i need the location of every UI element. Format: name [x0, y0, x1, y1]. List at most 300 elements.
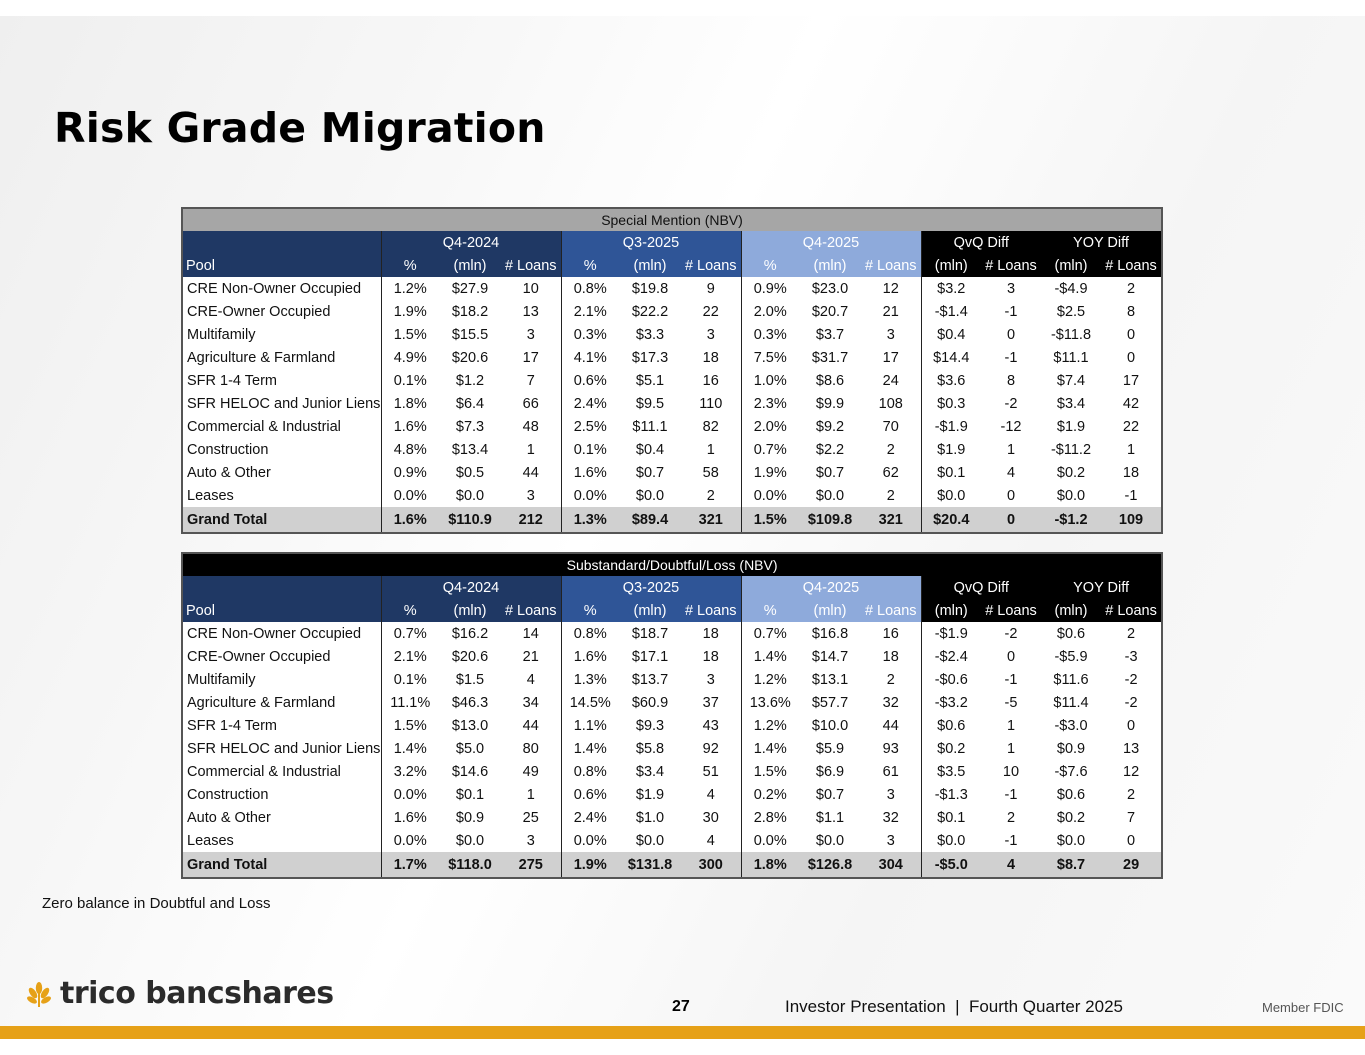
table-body	[182, 277, 1162, 507]
section-title: Special Mention (NBV)	[182, 208, 1162, 231]
value-cell: 4.8%	[381, 438, 439, 461]
group-header-q4-2024: Q4-2024	[381, 231, 561, 254]
value-cell: -1	[981, 346, 1041, 369]
table-row	[182, 737, 1162, 760]
column-header: # Loans	[981, 599, 1041, 622]
table-row	[182, 806, 1162, 829]
value-cell: 58	[681, 461, 741, 484]
pool-name-cell: Construction	[182, 438, 381, 461]
column-header: # Loans	[981, 254, 1041, 277]
value-cell: -$11.2	[1041, 438, 1101, 461]
value-cell: $14.4	[921, 346, 981, 369]
value-cell: 1.2%	[381, 277, 439, 300]
pool-name-cell: SFR HELOC and Junior Liens	[182, 737, 381, 760]
value-cell: $0.6	[1041, 783, 1101, 806]
value-cell: 275	[501, 852, 561, 878]
value-cell: 0.1%	[561, 438, 619, 461]
value-cell: 3	[681, 668, 741, 691]
value-cell: 3	[981, 277, 1041, 300]
pool-name-cell: SFR 1-4 Term	[182, 369, 381, 392]
value-cell: $31.7	[799, 346, 861, 369]
value-cell: $20.7	[799, 300, 861, 323]
value-cell: 3.2%	[381, 760, 439, 783]
pool-name-cell: Commercial & Industrial	[182, 760, 381, 783]
value-cell: $17.1	[619, 645, 681, 668]
value-cell: $16.2	[439, 622, 501, 645]
value-cell: 18	[861, 645, 921, 668]
value-cell: 13.6%	[741, 691, 799, 714]
value-cell: $19.8	[619, 277, 681, 300]
value-cell: 3	[501, 323, 561, 346]
value-cell: $0.0	[799, 829, 861, 852]
section-title: Substandard/Doubtful/Loss (NBV)	[182, 553, 1162, 576]
value-cell: 7.5%	[741, 346, 799, 369]
pool-name-cell: Multifamily	[182, 668, 381, 691]
value-cell: 0	[981, 323, 1041, 346]
value-cell: $1.9	[921, 438, 981, 461]
value-cell: 1	[981, 714, 1041, 737]
pool-name-cell: Leases	[182, 484, 381, 507]
column-header: Pool	[182, 599, 381, 622]
value-cell: 0.2%	[741, 783, 799, 806]
value-cell: 1.5%	[381, 323, 439, 346]
column-header: (mln)	[619, 254, 681, 277]
value-cell: 82	[681, 415, 741, 438]
value-cell: 4.9%	[381, 346, 439, 369]
column-header: (mln)	[921, 599, 981, 622]
value-cell: $3.4	[1041, 392, 1101, 415]
value-cell: $11.1	[619, 415, 681, 438]
value-cell: 14.5%	[561, 691, 619, 714]
value-cell: 0.8%	[561, 622, 619, 645]
value-cell: 22	[681, 300, 741, 323]
value-cell: $89.4	[619, 507, 681, 533]
value-cell: 2.4%	[561, 392, 619, 415]
value-cell: 0.7%	[381, 622, 439, 645]
value-cell: 30	[681, 806, 741, 829]
value-cell: 2.0%	[741, 300, 799, 323]
value-cell: $60.9	[619, 691, 681, 714]
value-cell: 61	[861, 760, 921, 783]
value-cell: 13	[1101, 737, 1162, 760]
table-row	[182, 668, 1162, 691]
footer-caption: Investor Presentation | Fourth Quarter 2025	[785, 997, 1123, 1016]
value-cell: 0.9%	[381, 461, 439, 484]
value-cell: 32	[861, 806, 921, 829]
value-cell: 1.0%	[741, 369, 799, 392]
table-total	[182, 507, 1162, 533]
value-cell: $6.9	[799, 760, 861, 783]
column-header: Pool	[182, 254, 381, 277]
value-cell: -1	[981, 829, 1041, 852]
column-header: %	[741, 254, 799, 277]
pool-name-cell: SFR 1-4 Term	[182, 714, 381, 737]
value-cell: $0.7	[799, 461, 861, 484]
value-cell: 212	[501, 507, 561, 533]
value-cell: 0.1%	[381, 668, 439, 691]
page-title: Risk Grade Migration	[54, 104, 546, 152]
group-header-qvq-diff: QvQ Diff	[921, 576, 1041, 599]
value-cell: 42	[1101, 392, 1162, 415]
value-cell: 29	[1101, 852, 1162, 878]
value-cell: 0.1%	[381, 369, 439, 392]
value-cell: 48	[501, 415, 561, 438]
column-header: # Loans	[681, 254, 741, 277]
value-cell: 2	[1101, 783, 1162, 806]
value-cell: $7.3	[439, 415, 501, 438]
value-cell: $3.4	[619, 760, 681, 783]
value-cell: 17	[501, 346, 561, 369]
value-cell: 1	[681, 438, 741, 461]
value-cell: 43	[681, 714, 741, 737]
table-row	[182, 691, 1162, 714]
value-cell: 0	[981, 507, 1041, 533]
value-cell: $0.2	[1041, 461, 1101, 484]
value-cell: 2.8%	[741, 806, 799, 829]
table-row	[182, 645, 1162, 668]
company-logo	[24, 976, 334, 1011]
value-cell: $0.0	[439, 829, 501, 852]
value-cell: 0.0%	[381, 484, 439, 507]
value-cell: $13.7	[619, 668, 681, 691]
value-cell: $22.2	[619, 300, 681, 323]
column-header-row	[182, 254, 1162, 277]
value-cell: 1.4%	[741, 645, 799, 668]
value-cell: 2.1%	[381, 645, 439, 668]
value-cell: 13	[501, 300, 561, 323]
group-header-row	[182, 231, 1162, 254]
column-header: # Loans	[681, 599, 741, 622]
value-cell: 0	[1101, 829, 1162, 852]
value-cell: $8.7	[1041, 852, 1101, 878]
value-cell: 1.4%	[381, 737, 439, 760]
page-number: 27	[672, 998, 690, 1015]
value-cell: $110.9	[439, 507, 501, 533]
pool-name-cell: Leases	[182, 829, 381, 852]
value-cell: 7	[501, 369, 561, 392]
value-cell: -$1.9	[921, 622, 981, 645]
value-cell: 25	[501, 806, 561, 829]
value-cell: $8.6	[799, 369, 861, 392]
value-cell: 12	[861, 277, 921, 300]
value-cell: 321	[681, 507, 741, 533]
value-cell: 4	[501, 668, 561, 691]
value-cell: $1.9	[1041, 415, 1101, 438]
value-cell: 16	[861, 622, 921, 645]
value-cell: $5.8	[619, 737, 681, 760]
value-cell: 2.3%	[741, 392, 799, 415]
table-row	[182, 829, 1162, 852]
value-cell: $0.1	[921, 806, 981, 829]
value-cell: $27.9	[439, 277, 501, 300]
value-cell: 321	[861, 507, 921, 533]
footnote: Zero balance in Doubtful and Loss	[42, 895, 271, 912]
table-row	[182, 461, 1162, 484]
value-cell: 62	[861, 461, 921, 484]
value-cell: $46.3	[439, 691, 501, 714]
value-cell: $13.0	[439, 714, 501, 737]
value-cell: -5	[981, 691, 1041, 714]
pool-name-cell: Commercial & Industrial	[182, 415, 381, 438]
value-cell: 0.8%	[561, 277, 619, 300]
value-cell: $18.7	[619, 622, 681, 645]
value-cell: 0	[1101, 714, 1162, 737]
value-cell: 18	[1101, 461, 1162, 484]
value-cell: 49	[501, 760, 561, 783]
value-cell: 0.7%	[741, 438, 799, 461]
table-row	[182, 323, 1162, 346]
value-cell: 108	[861, 392, 921, 415]
value-cell: 17	[861, 346, 921, 369]
value-cell: 0.0%	[741, 829, 799, 852]
pool-name-cell: Grand Total	[182, 507, 381, 533]
value-cell: 2.1%	[561, 300, 619, 323]
value-cell: $0.4	[619, 438, 681, 461]
column-header: # Loans	[501, 254, 561, 277]
value-cell: 1.3%	[561, 507, 619, 533]
column-header-row	[182, 599, 1162, 622]
value-cell: 44	[501, 461, 561, 484]
value-cell: $57.7	[799, 691, 861, 714]
value-cell: $0.0	[799, 484, 861, 507]
value-cell: -$0.6	[921, 668, 981, 691]
value-cell: 21	[501, 645, 561, 668]
value-cell: 18	[681, 622, 741, 645]
value-cell: -$4.9	[1041, 277, 1101, 300]
value-cell: -12	[981, 415, 1041, 438]
value-cell: 1.6%	[561, 645, 619, 668]
pool-name-cell: Auto & Other	[182, 461, 381, 484]
column-header: (mln)	[619, 599, 681, 622]
value-cell: $0.9	[1041, 737, 1101, 760]
table-section-header	[182, 553, 1162, 576]
value-cell: 3	[501, 484, 561, 507]
table-row	[182, 415, 1162, 438]
grand-total-row	[182, 507, 1162, 533]
value-cell: 1	[501, 783, 561, 806]
group-header-q4-2024: Q4-2024	[381, 576, 561, 599]
value-cell: 1.8%	[381, 392, 439, 415]
group-header-q3-2025: Q3-2025	[561, 576, 741, 599]
value-cell: 1.6%	[381, 507, 439, 533]
value-cell: 0	[981, 645, 1041, 668]
column-header: (mln)	[799, 254, 861, 277]
value-cell: 2	[861, 668, 921, 691]
value-cell: $7.4	[1041, 369, 1101, 392]
value-cell: $0.0	[921, 484, 981, 507]
value-cell: -2	[1101, 668, 1162, 691]
group-header-qvq-diff: QvQ Diff	[921, 231, 1041, 254]
value-cell: $0.0	[619, 484, 681, 507]
value-cell: 2	[861, 484, 921, 507]
value-cell: $16.8	[799, 622, 861, 645]
value-cell: $0.1	[439, 783, 501, 806]
value-cell: $17.3	[619, 346, 681, 369]
value-cell: 1	[1101, 438, 1162, 461]
value-cell: 1.8%	[741, 852, 799, 878]
value-cell: $3.7	[799, 323, 861, 346]
value-cell: 2	[861, 438, 921, 461]
value-cell: $18.2	[439, 300, 501, 323]
value-cell: 1	[501, 438, 561, 461]
column-header: # Loans	[861, 254, 921, 277]
value-cell: $13.1	[799, 668, 861, 691]
value-cell: 93	[861, 737, 921, 760]
value-cell: 18	[681, 346, 741, 369]
value-cell: 0.8%	[561, 760, 619, 783]
table-total	[182, 852, 1162, 878]
value-cell: -$1.3	[921, 783, 981, 806]
value-cell: 0.0%	[741, 484, 799, 507]
pool-name-cell: Grand Total	[182, 852, 381, 878]
table-row	[182, 369, 1162, 392]
value-cell: 70	[861, 415, 921, 438]
pool-name-cell: Multifamily	[182, 323, 381, 346]
value-cell: 1.2%	[741, 668, 799, 691]
value-cell: $109.8	[799, 507, 861, 533]
value-cell: $15.5	[439, 323, 501, 346]
value-cell: $20.6	[439, 645, 501, 668]
value-cell: 2	[1101, 622, 1162, 645]
value-cell: 34	[501, 691, 561, 714]
value-cell: 110	[681, 392, 741, 415]
value-cell: $0.0	[1041, 829, 1101, 852]
value-cell: 3	[861, 783, 921, 806]
value-cell: 18	[681, 645, 741, 668]
value-cell: 0.6%	[561, 783, 619, 806]
table-row	[182, 622, 1162, 645]
value-cell: 0.3%	[561, 323, 619, 346]
value-cell: 17	[1101, 369, 1162, 392]
value-cell: $1.1	[799, 806, 861, 829]
table-row	[182, 484, 1162, 507]
substandard-table	[181, 552, 1163, 879]
value-cell: 1.5%	[741, 507, 799, 533]
value-cell: 1.2%	[741, 714, 799, 737]
value-cell: 4.1%	[561, 346, 619, 369]
value-cell: $3.3	[619, 323, 681, 346]
value-cell: 3	[501, 829, 561, 852]
pool-name-cell: SFR HELOC and Junior Liens	[182, 392, 381, 415]
value-cell: 3	[681, 323, 741, 346]
value-cell: 1	[981, 438, 1041, 461]
member-fdic-label: Member FDIC	[1262, 1000, 1344, 1015]
column-header: (mln)	[1041, 599, 1101, 622]
value-cell: -$7.6	[1041, 760, 1101, 783]
value-cell: $0.0	[439, 484, 501, 507]
value-cell: $10.0	[799, 714, 861, 737]
value-cell: -1	[1101, 484, 1162, 507]
value-cell: $9.5	[619, 392, 681, 415]
value-cell: -1	[981, 300, 1041, 323]
group-header-q4-2025: Q4-2025	[741, 231, 921, 254]
value-cell: $23.0	[799, 277, 861, 300]
value-cell: 0.0%	[381, 783, 439, 806]
column-header: %	[741, 599, 799, 622]
value-cell: $6.4	[439, 392, 501, 415]
value-cell: 0	[1101, 323, 1162, 346]
group-header-q3-2025: Q3-2025	[561, 231, 741, 254]
column-header: (mln)	[921, 254, 981, 277]
value-cell: $0.0	[921, 829, 981, 852]
grand-total-row	[182, 852, 1162, 878]
group-header-blank	[182, 231, 381, 254]
value-cell: $0.9	[439, 806, 501, 829]
value-cell: 0	[1101, 346, 1162, 369]
value-cell: $0.3	[921, 392, 981, 415]
value-cell: $2.5	[1041, 300, 1101, 323]
pool-name-cell: Agriculture & Farmland	[182, 346, 381, 369]
value-cell: 44	[501, 714, 561, 737]
value-cell: 37	[681, 691, 741, 714]
value-cell: 0	[981, 484, 1041, 507]
value-cell: 0.9%	[741, 277, 799, 300]
value-cell: $14.6	[439, 760, 501, 783]
value-cell: $0.5	[439, 461, 501, 484]
value-cell: $1.9	[619, 783, 681, 806]
value-cell: 1.5%	[741, 760, 799, 783]
group-header-row	[182, 576, 1162, 599]
value-cell: $126.8	[799, 852, 861, 878]
value-cell: $5.1	[619, 369, 681, 392]
value-cell: $0.6	[1041, 622, 1101, 645]
value-cell: 12	[1101, 760, 1162, 783]
value-cell: -2	[981, 392, 1041, 415]
value-cell: $5.9	[799, 737, 861, 760]
value-cell: 10	[981, 760, 1041, 783]
value-cell: $0.7	[619, 461, 681, 484]
value-cell: -1	[981, 668, 1041, 691]
value-cell: 0.0%	[381, 829, 439, 852]
group-header-q4-2025: Q4-2025	[741, 576, 921, 599]
table-row	[182, 277, 1162, 300]
value-cell: $1.5	[439, 668, 501, 691]
value-cell: $0.2	[921, 737, 981, 760]
table-section-header	[182, 208, 1162, 231]
value-cell: 1.6%	[381, 806, 439, 829]
value-cell: 14	[501, 622, 561, 645]
value-cell: $3.2	[921, 277, 981, 300]
value-cell: 0.7%	[741, 622, 799, 645]
table-row	[182, 392, 1162, 415]
value-cell: 1.9%	[561, 852, 619, 878]
table-row	[182, 346, 1162, 369]
value-cell: 1.4%	[561, 737, 619, 760]
value-cell: $0.0	[1041, 484, 1101, 507]
table-row	[182, 783, 1162, 806]
value-cell: 1.3%	[561, 668, 619, 691]
value-cell: -$5.0	[921, 852, 981, 878]
special-mention-table	[181, 207, 1163, 534]
column-header: %	[381, 254, 439, 277]
logo-text: trico bancshares	[60, 976, 334, 1011]
value-cell: 0.3%	[741, 323, 799, 346]
value-cell: -$11.8	[1041, 323, 1101, 346]
value-cell: 4	[681, 829, 741, 852]
value-cell: $11.6	[1041, 668, 1101, 691]
column-header: %	[561, 254, 619, 277]
value-cell: 1.9%	[381, 300, 439, 323]
value-cell: -1	[981, 783, 1041, 806]
value-cell: 3	[861, 829, 921, 852]
pool-name-cell: Auto & Other	[182, 806, 381, 829]
value-cell: $0.6	[921, 714, 981, 737]
table-body	[182, 622, 1162, 852]
value-cell: $0.1	[921, 461, 981, 484]
value-cell: 300	[681, 852, 741, 878]
value-cell: -$1.4	[921, 300, 981, 323]
value-cell: $131.8	[619, 852, 681, 878]
